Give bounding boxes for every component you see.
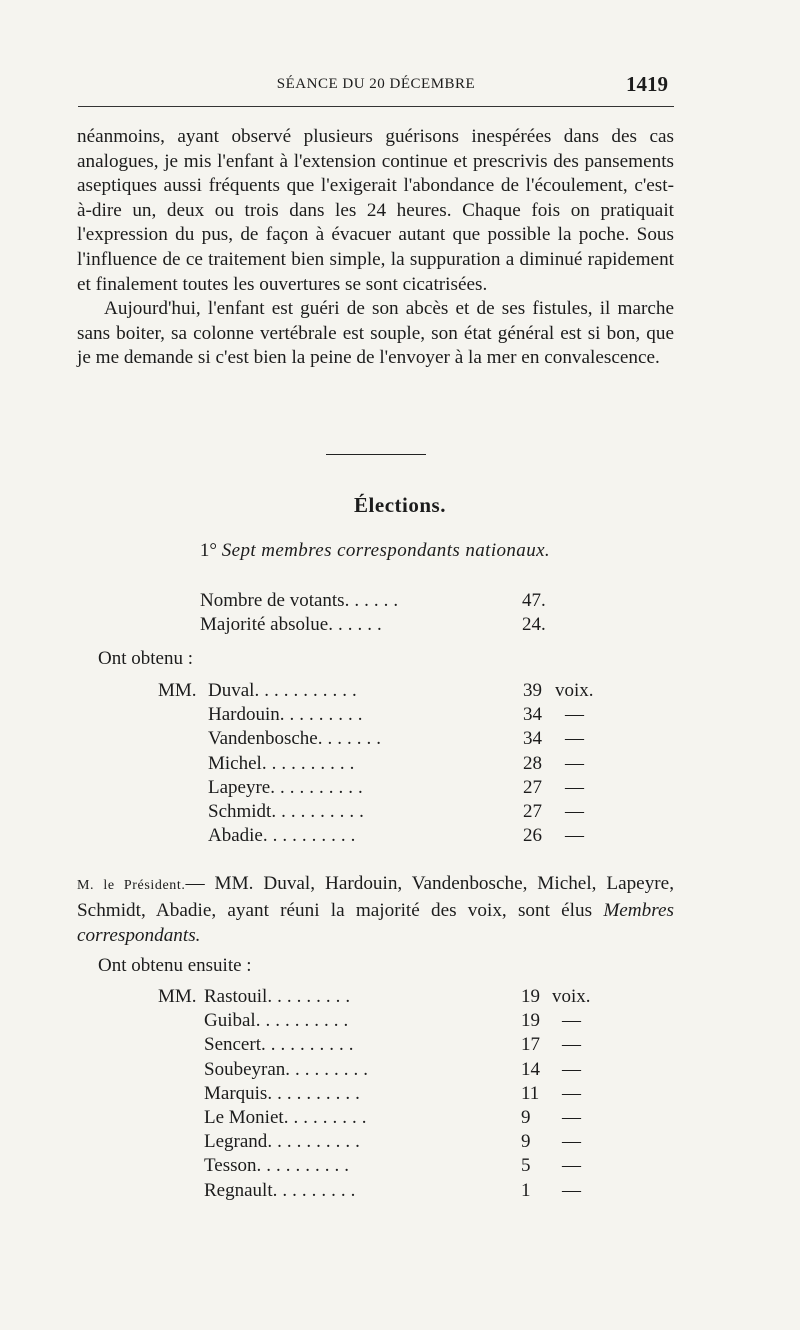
stat-row-majorite xyxy=(200,614,387,636)
dot-leader: ......... xyxy=(285,1058,374,1080)
ditto-dash: — xyxy=(565,776,584,798)
speaker: M. le Président. xyxy=(77,878,186,893)
ditto-dash: — xyxy=(562,1131,581,1153)
ditto-dash: — xyxy=(565,801,584,822)
statement-text: — MM. Duval, Hardouin, Vandenbosche, Michel, Lapeyre, Schmidt, Abadie, ayant réuni la majorité des voix, sont élus xyxy=(77,873,674,921)
subtitle-number: 1° xyxy=(199,540,218,561)
candidate-name: Soubeyran......... xyxy=(204,1058,374,1080)
candidate-name: Schmidt.......... xyxy=(208,801,369,822)
candidate-name: Tesson.......... xyxy=(204,1155,355,1177)
dot-leader: .......... xyxy=(255,1010,354,1032)
vote-count: 5 xyxy=(521,1155,531,1177)
dot-leader: ...... xyxy=(328,614,387,635)
vote-count: 17 xyxy=(521,1034,540,1056)
dot-leader: .......... xyxy=(267,1082,365,1104)
candidate-name: Michel.......... xyxy=(208,752,360,774)
ditto-dash: — xyxy=(565,825,584,847)
vote-count: 11 xyxy=(521,1082,540,1104)
dot-leader: ....... xyxy=(317,728,386,750)
candidate-name: Lapeyre.......... xyxy=(208,776,368,798)
stat-label: Majorité absolue xyxy=(200,614,329,635)
candidate-name: Le Moniet......... xyxy=(204,1107,372,1128)
dot-leader: .......... xyxy=(260,1034,359,1056)
dot-leader: ........... xyxy=(254,680,362,701)
ditto-dash: — xyxy=(565,752,584,774)
ditto-dash: — xyxy=(565,728,584,750)
dot-leader: ......... xyxy=(272,1179,361,1201)
candidate-name: Guibal.......... xyxy=(204,1010,354,1032)
section-title: Élections. xyxy=(354,493,446,517)
stat-value-majorite: 24. xyxy=(522,614,546,635)
ditto-dash: — xyxy=(562,1155,581,1177)
section-subtitle xyxy=(0,540,750,562)
paragraph: Aujourd'hui, l'enfant est guéri de son abcès et de ses fistules, il marche sans boiter, sa colonne vertébrale est souple, son état général est si bon, que je me demande si c'est bien la peine de l'envoyer à la mer en convalescence. xyxy=(77,298,674,369)
dot-leader: ......... xyxy=(279,704,368,726)
vote-count: 14 xyxy=(521,1058,540,1080)
voix-label: voix. xyxy=(552,986,591,1007)
candidate-name: Legrand.......... xyxy=(204,1131,365,1153)
vote-count: 34 xyxy=(523,704,542,726)
vote-count: 28 xyxy=(523,752,542,774)
candidate-name: Regnault......... xyxy=(204,1179,361,1201)
candidate-name: Vandenbosche....... xyxy=(208,728,386,750)
subtitle-text: Sept membres correspondants nationaux. xyxy=(221,540,551,561)
page-number: 1419 xyxy=(626,72,668,96)
ditto-dash: — xyxy=(562,1107,581,1128)
candidate-name: Sencert.......... xyxy=(204,1034,359,1056)
running-title: SÉANCE DU 20 DÉCEMBRE xyxy=(276,76,476,92)
candidate-name: Abadie.......... xyxy=(208,825,361,847)
dot-leader: .......... xyxy=(270,776,368,798)
dot-leader: .......... xyxy=(256,1155,355,1177)
candidate-name: Marquis.......... xyxy=(204,1082,365,1104)
candidate-name: Duval........... xyxy=(208,680,362,701)
page-header xyxy=(78,66,674,107)
ont-obtenu-ensuite-label: Ont obtenu ensuite : xyxy=(98,955,252,976)
stat-value-votants: 47. xyxy=(522,590,546,611)
ditto-dash: — xyxy=(562,1058,581,1080)
dot-leader: .......... xyxy=(267,1131,365,1153)
paragraph: néanmoins, ayant observé plusieurs guérisons inespérées dans des cas analogues, je mis l'enfant à l'extension continue et prescrivis des pansements aseptiques aussi fréquents que l'exigerait l'abondance de l'écoulement, c'est-à-dire un, deux ou trois dans les 24 heures. Chaque fois on pratiquait l'expression du pus, de façon à évacuer autant que possible la poche. Sous l'influence de ce traitement bien simple, la suppuration a diminué rapidement et finalement toutes les ouvertures se sont cicatrisées. xyxy=(77,126,674,295)
vote-count: 9 xyxy=(521,1107,531,1128)
vote-count: 1 xyxy=(521,1179,531,1201)
section-divider xyxy=(326,454,426,455)
vote-count: 34 xyxy=(523,728,542,750)
mm-prefix: MM. xyxy=(158,986,197,1007)
dot-leader: .......... xyxy=(262,825,361,847)
mm-prefix: MM. xyxy=(158,680,197,701)
dot-leader: ......... xyxy=(267,986,356,1007)
ditto-dash: — xyxy=(562,1179,581,1201)
ditto-dash: — xyxy=(565,704,584,726)
vote-count: 9 xyxy=(521,1131,531,1153)
candidate-name: Hardouin......... xyxy=(208,704,368,726)
vote-count: 27 xyxy=(523,801,542,822)
ont-obtenu-label: Ont obtenu : xyxy=(98,648,193,669)
president-statement xyxy=(77,872,674,948)
vote-count: 26 xyxy=(523,825,542,847)
voix-label: voix. xyxy=(555,680,594,701)
vote-count: 19 xyxy=(521,986,540,1007)
stat-row-votants xyxy=(200,590,403,612)
dot-leader: .......... xyxy=(271,801,369,822)
dot-leader: .......... xyxy=(261,752,360,774)
dot-leader: ...... xyxy=(344,590,404,611)
vote-count: 27 xyxy=(523,776,542,798)
vote-count: 39 xyxy=(523,680,542,701)
dot-leader: ......... xyxy=(283,1107,372,1128)
ditto-dash: — xyxy=(562,1034,581,1056)
ditto-dash: — xyxy=(562,1082,581,1104)
ditto-dash: — xyxy=(562,1010,581,1032)
body-text xyxy=(77,125,674,371)
statement-italic: Membres correspondants. xyxy=(77,899,675,946)
stat-label: Nombre de votants xyxy=(200,590,345,611)
candidate-name: Rastouil......... xyxy=(204,986,356,1007)
vote-count: 19 xyxy=(521,1010,540,1032)
